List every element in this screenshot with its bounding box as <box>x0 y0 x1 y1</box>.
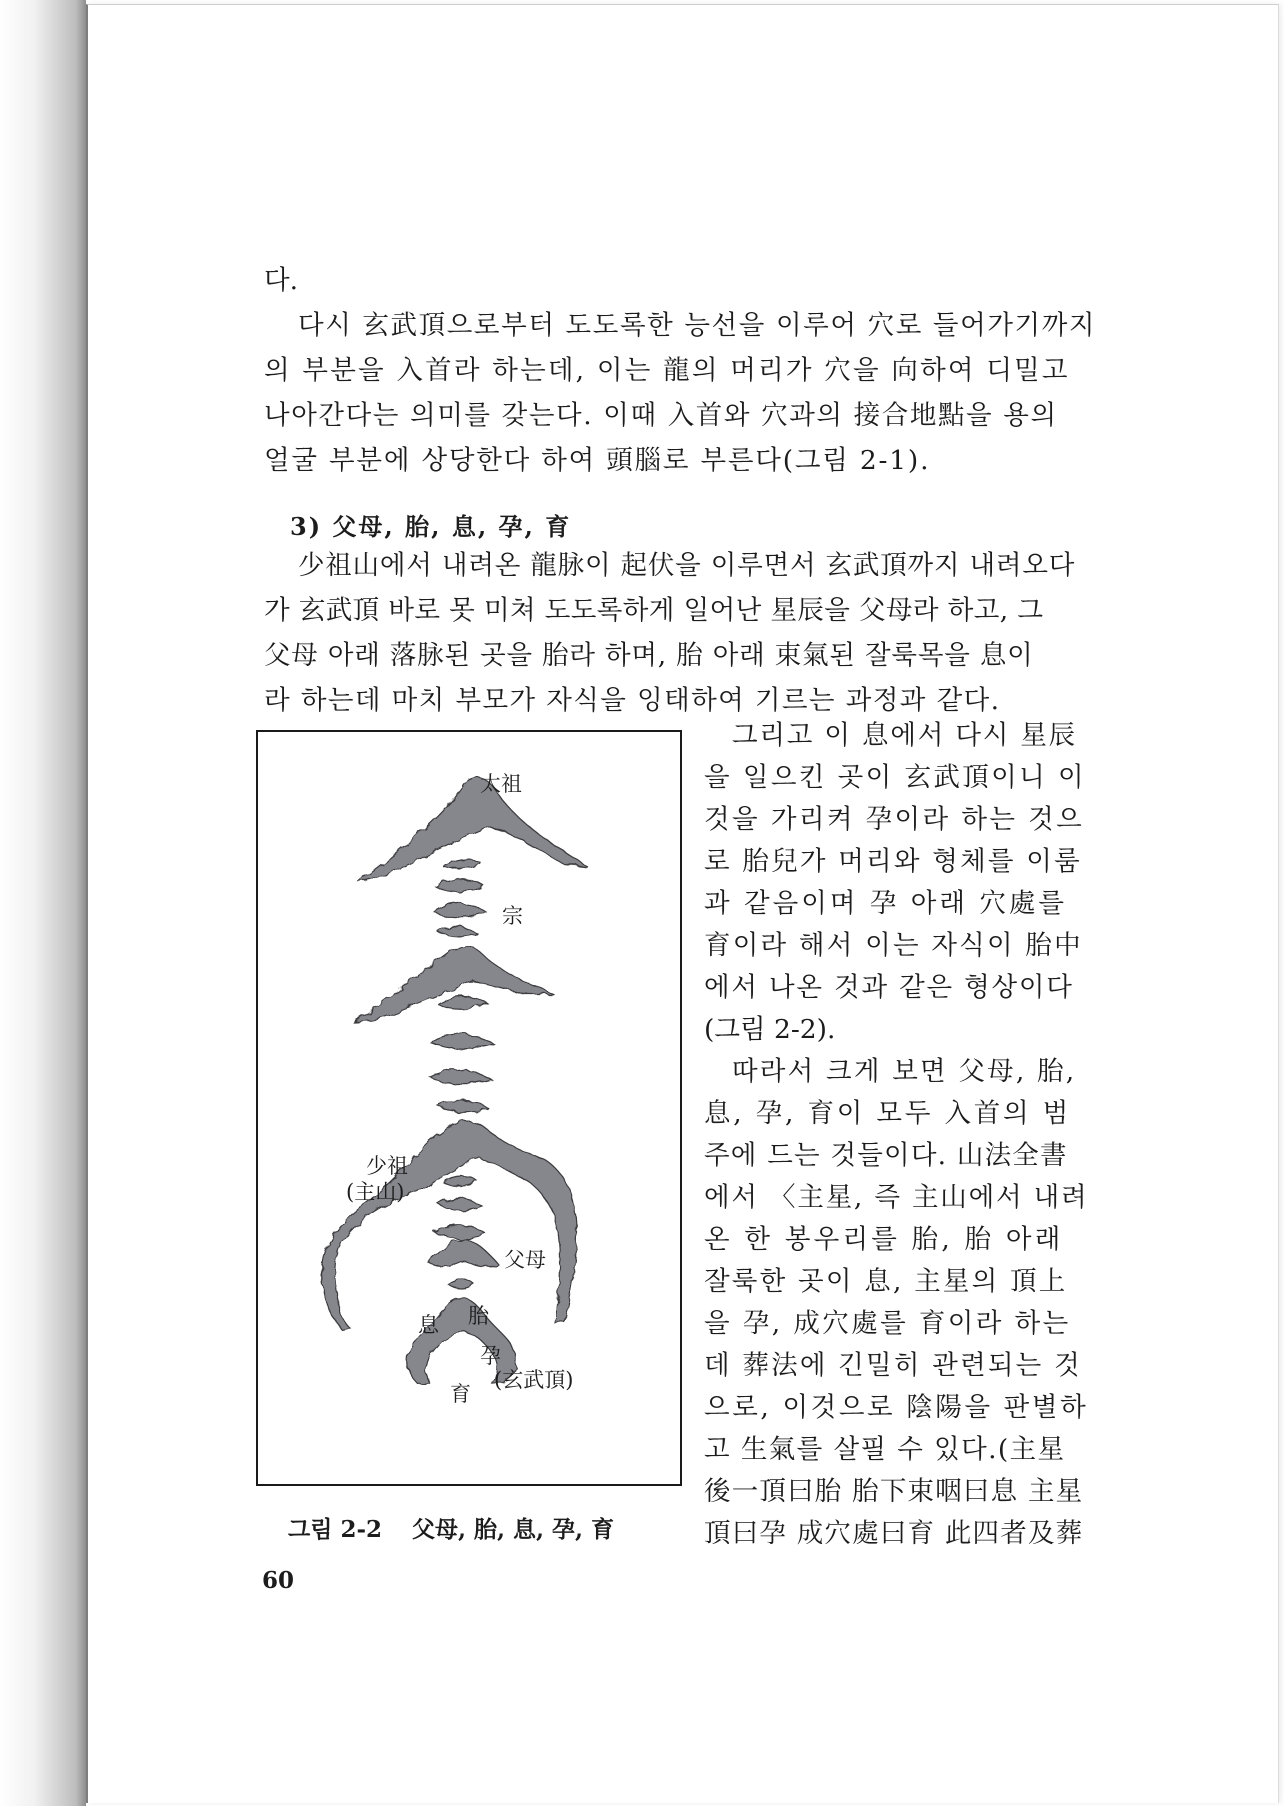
right-text-line: 로 胎兒가 머리와 형체를 이룸 <box>704 846 1082 877</box>
right-text-line: 과 같음이며 孕 아래 穴處를 <box>704 888 1067 919</box>
sik-node-shape <box>448 1280 474 1289</box>
bumo-node-shape <box>438 1198 482 1210</box>
book-spine-shadow <box>0 0 86 1806</box>
label-yuk: 育 <box>450 1382 471 1406</box>
bumo-node-shape <box>434 1225 486 1239</box>
label-taejo: 太祖 <box>480 772 522 796</box>
label-sojo: 少祖 <box>366 1154 408 1178</box>
ridge-node-shape <box>438 1100 488 1112</box>
right-text-line: (그림 2-2). <box>704 1014 836 1045</box>
right-text-line: 것을 가리켜 孕이라 하는 것으 <box>704 804 1085 835</box>
section-heading: 3) 父母, 胎, 息, 孕, 育 <box>290 512 572 541</box>
right-text-line: 育이라 해서 이는 자식이 胎中 <box>704 930 1083 961</box>
right-text-line: 고 生氣를 살필 수 있다.(主星 <box>704 1434 1066 1465</box>
right-text-line: 데 葬法에 긴밀히 관련되는 것 <box>704 1350 1082 1381</box>
ridge-node-shape <box>436 879 484 891</box>
figure-caption <box>288 1511 614 1544</box>
figure-caption-number: 그림 2-2 <box>288 1516 382 1543</box>
right-text-line: 온 한 봉우리를 胎, 胎 아래 <box>704 1224 1064 1255</box>
ridge-node-shape <box>443 859 480 869</box>
bumo-node-shape <box>443 1176 478 1187</box>
text-line-1: 다. <box>264 265 299 296</box>
right-text-line: 을 일으킨 곳이 玄武頂이니 이 <box>704 762 1086 793</box>
text-line-10: 라 하는데 마치 부모가 자식을 잉태하여 기르는 과정과 같다. <box>264 685 1001 716</box>
right-text-line: 따라서 크게 보면 父母, 胎, <box>732 1056 1077 1087</box>
right-text-line: 을 孕, 成穴處를 育이라 하는 <box>704 1308 1071 1339</box>
right-text-line: 에서 나온 것과 같은 형상이다 <box>704 972 1074 1003</box>
label-sik: 息 <box>418 1313 439 1337</box>
label-jusan: (主山) <box>346 1180 405 1204</box>
figure-caption-text: 父母, 胎, 息, 孕, 育 <box>412 1516 615 1543</box>
right-text-line: 息, 孕, 育이 모두 入首의 범 <box>704 1098 1072 1129</box>
text-line-7: 少祖山에서 내려온 龍脉이 起伏을 이루면서 玄武頂까지 내려오다 <box>298 550 1076 581</box>
text-line-2: 다시 玄武頂으로부터 도도록한 능선을 이루어 穴로 들어가기까지 <box>298 310 1097 341</box>
ridge-node-shape <box>434 903 486 917</box>
right-text-line: 에서 〈主星, 즉 主山에서 내려 <box>704 1182 1089 1213</box>
right-text-line: 주에 드는 것들이다. 山法全書 <box>704 1140 1068 1171</box>
page-number: 60 <box>262 1567 295 1594</box>
ridge-node-shape <box>438 927 478 936</box>
text-line-8: 가 玄武頂 바로 못 미쳐 도도록하게 일어난 星辰을 父母라 하고, 그 <box>264 595 1044 626</box>
jong-peak-shape <box>354 945 554 1022</box>
right-text-line: 잘룩한 곳이 息, 主星의 頂上 <box>704 1266 1068 1297</box>
ridge-node-shape <box>430 1070 492 1084</box>
label-ing: 孕 <box>480 1344 501 1368</box>
ridge-node-shape <box>430 1034 494 1048</box>
label-bumo: 父母 <box>504 1248 546 1272</box>
label-tae: 胎 <box>468 1304 489 1328</box>
text-line-5: 얼굴 부분에 상당한다 하여 頭腦로 부른다(그림 2-1). <box>264 445 931 476</box>
ridge-node-shape <box>438 997 488 1010</box>
label-hyeonmujeong: (玄武頂) <box>494 1368 574 1392</box>
right-text-line: 後一頂曰胎 胎下束咽曰息 主星 <box>704 1476 1084 1507</box>
right-text-line: 頂曰孕 成穴處曰育 此四者及葬 <box>704 1518 1084 1549</box>
text-line-9: 父母 아래 落脉된 곳을 胎라 하며, 胎 아래 束氣된 잘룩목을 息이 <box>264 640 1034 671</box>
text-line-3: 의 부분을 入首라 하는데, 이는 龍의 머리가 穴을 向하여 디밀고 <box>264 355 1070 386</box>
label-jong: 宗 <box>502 904 523 928</box>
tae-ridge-shape <box>428 1238 498 1267</box>
mountain-ridge-illustration <box>258 732 680 1484</box>
text-line-4: 나아간다는 의미를 갖는다. 이때 入首와 穴과의 接合地點을 용의 <box>264 400 1058 431</box>
right-text-line: 그리고 이 息에서 다시 星辰 <box>732 720 1077 751</box>
right-text-line: 으로, 이것으로 陰陽을 판별하 <box>704 1392 1089 1423</box>
figure-mountain-diagram <box>256 730 682 1486</box>
book-page <box>86 4 1279 1803</box>
